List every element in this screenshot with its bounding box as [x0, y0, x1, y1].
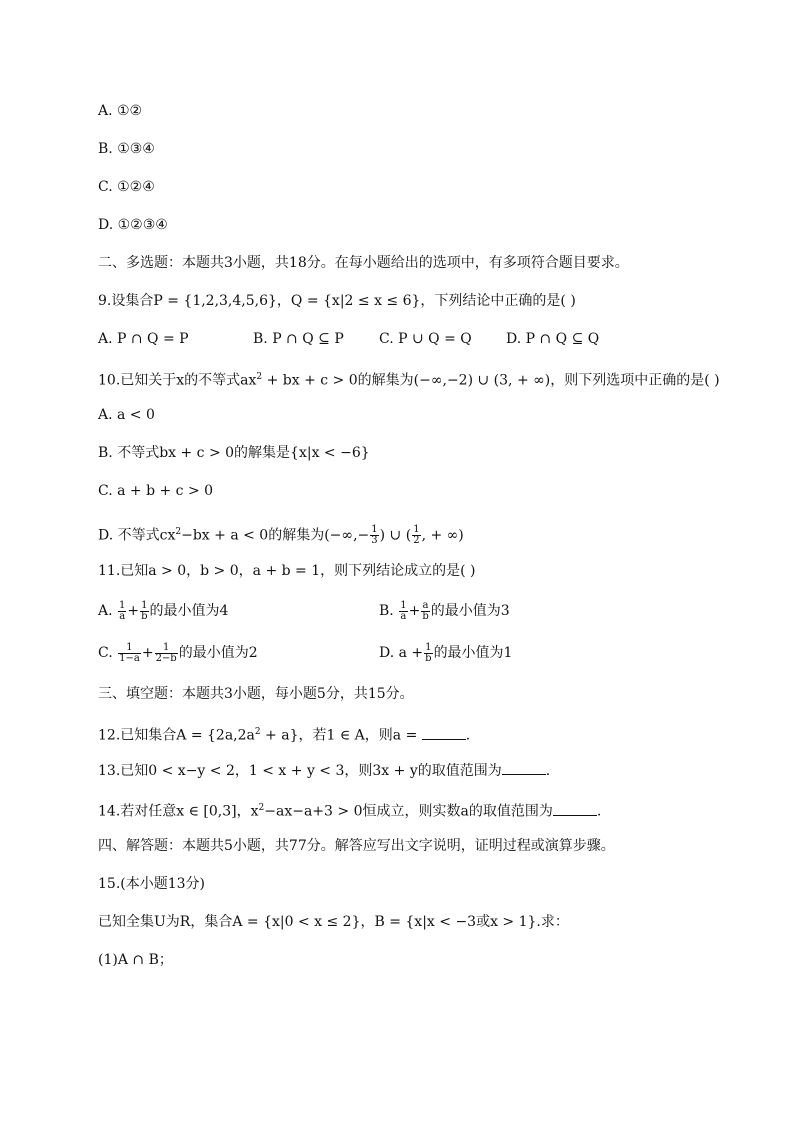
q8-option-b: B. ①③④	[98, 141, 155, 157]
option-tail: 的最小值为4	[149, 603, 229, 619]
q10-d-post: , + ∞)	[421, 527, 464, 544]
denominator: 2−b	[155, 652, 177, 664]
q8-option-c: C. ①②④	[98, 179, 155, 195]
denominator: b	[425, 652, 432, 664]
q10-option-c: C. a + b + c > 0	[98, 483, 214, 499]
q10-d-mid2: ) ∪ (	[379, 527, 412, 544]
superscript: 2	[254, 727, 261, 737]
superscript: 2	[258, 803, 265, 813]
q12-post: + a}，若1 ∈ A，则a =	[260, 727, 422, 744]
q14-pre: 14.若对任意x ∈ [0,3]，x	[98, 803, 259, 820]
fraction	[424, 643, 432, 664]
q10-option-a: A. a < 0	[98, 407, 155, 423]
fraction	[412, 525, 420, 546]
q10-option-b: B. 不等式bx + c > 0的解集是{x|x < −6}	[98, 445, 370, 461]
q10-stem-post: + bx + c > 0的解集为(−∞,−2) ∪ (3, + ∞)，则下列选项中正确的是( )	[262, 372, 720, 389]
plus-sign: +	[408, 603, 421, 619]
answer-blank[interactable]	[422, 725, 466, 740]
denominator: a	[400, 610, 407, 622]
fraction	[118, 601, 126, 622]
q9-stem: 9.设集合P = {1,2,3,4,5,6}，Q = {x|2 ≤ x ≤ 6}，下列结论中正确的是( )	[98, 293, 576, 309]
denominator: 2	[413, 535, 420, 547]
option-tail: 的最小值为3	[430, 603, 510, 619]
denominator: b	[422, 610, 429, 622]
q11-option-c	[98, 640, 258, 666]
q9-option-c: C. P ∪ Q = Q	[379, 331, 472, 347]
fraction	[140, 601, 148, 622]
q12-stem	[98, 722, 470, 746]
q15-part1: (1)A ∩ B；	[98, 952, 173, 968]
q10-stem-pre: 10.已知关于x的不等式ax	[98, 372, 257, 389]
fraction	[155, 643, 178, 664]
option-label: C.	[98, 645, 113, 661]
q14-post: −ax−a+3 > 0恒成立，则实数a的取值范围为	[264, 803, 553, 820]
q13-stem	[98, 760, 550, 781]
section-3-title: 三、填空题：本题共3小题，每小题5分，共15分。	[98, 686, 414, 702]
numerator: 1	[119, 599, 126, 611]
denominator: 1−a	[119, 652, 140, 664]
plus-sign: +	[141, 645, 154, 661]
denominator: b	[141, 610, 148, 622]
numerator: 1	[371, 524, 378, 536]
answer-blank[interactable]	[502, 760, 546, 775]
denominator: 3	[371, 535, 378, 547]
q11-option-b	[379, 598, 510, 624]
option-tail: 的最小值为2	[178, 645, 258, 661]
q8-option-d: D. ①②③④	[98, 217, 168, 233]
fraction	[370, 525, 378, 546]
q8-option-a: A. ①②	[98, 103, 143, 119]
numerator: 1	[118, 643, 141, 654]
fraction	[421, 601, 429, 622]
q12-pre: 12.已知集合A = {2a,2a	[98, 727, 255, 744]
numerator: 1	[155, 643, 178, 654]
q11-stem: 11.已知a > 0，b > 0，a + b = 1，则下列结论成立的是( )	[98, 563, 476, 579]
superscript: 2	[175, 527, 182, 537]
fraction	[399, 601, 407, 622]
section-2-title: 二、多选题：本题共3小题，共18分。在每小题给出的选项中，有多项符合题目要求。	[98, 255, 629, 271]
q9-option-d: D. P ∩ Q ⊆ Q	[506, 331, 600, 347]
numerator: 1	[141, 599, 148, 611]
numerator: 1	[400, 599, 407, 611]
plus-sign: +	[127, 603, 140, 619]
period: .	[545, 763, 551, 779]
q15-header: 15.(本小题13分)	[98, 876, 206, 892]
q10-d-pre: D. 不等式cx	[98, 527, 176, 544]
numerator: 1	[425, 641, 432, 653]
q13-pre: 13.已知0 < x−y < 2，1 < x + y < 3，则3x + y的取值范围为	[98, 763, 502, 779]
q9-option-a: A. P ∩ Q = P	[98, 331, 189, 347]
q15-stem: 已知全集U为R，集合A = {x|0 < x ≤ 2}，B = {x|x < −3或x > 1}.求：	[98, 914, 569, 930]
q10-d-mid: −bx + a < 0的解集为(−∞,−	[181, 527, 370, 544]
numerator: a	[422, 599, 429, 611]
answer-blank[interactable]	[553, 801, 597, 816]
q10-stem	[98, 367, 720, 391]
q9-option-b: B. P ∩ Q ⊆ P	[253, 331, 344, 347]
q11-option-d	[379, 640, 512, 666]
fraction	[118, 643, 141, 664]
option-tail: 的最小值为1	[433, 645, 513, 661]
q11-option-a	[98, 598, 228, 624]
period: .	[465, 727, 471, 744]
option-label: B.	[379, 603, 394, 619]
q14-stem	[98, 798, 601, 822]
section-4-title: 四、解答题：本题共5小题，共77分。解答应写出文字说明，证明过程或演算步骤。	[98, 838, 615, 854]
superscript: 2	[256, 372, 263, 382]
option-label: D. a +	[379, 645, 424, 661]
numerator: 1	[413, 524, 420, 536]
denominator: a	[119, 610, 126, 622]
period: .	[596, 803, 602, 820]
option-label: A.	[98, 603, 113, 619]
q10-option-d	[98, 519, 464, 549]
